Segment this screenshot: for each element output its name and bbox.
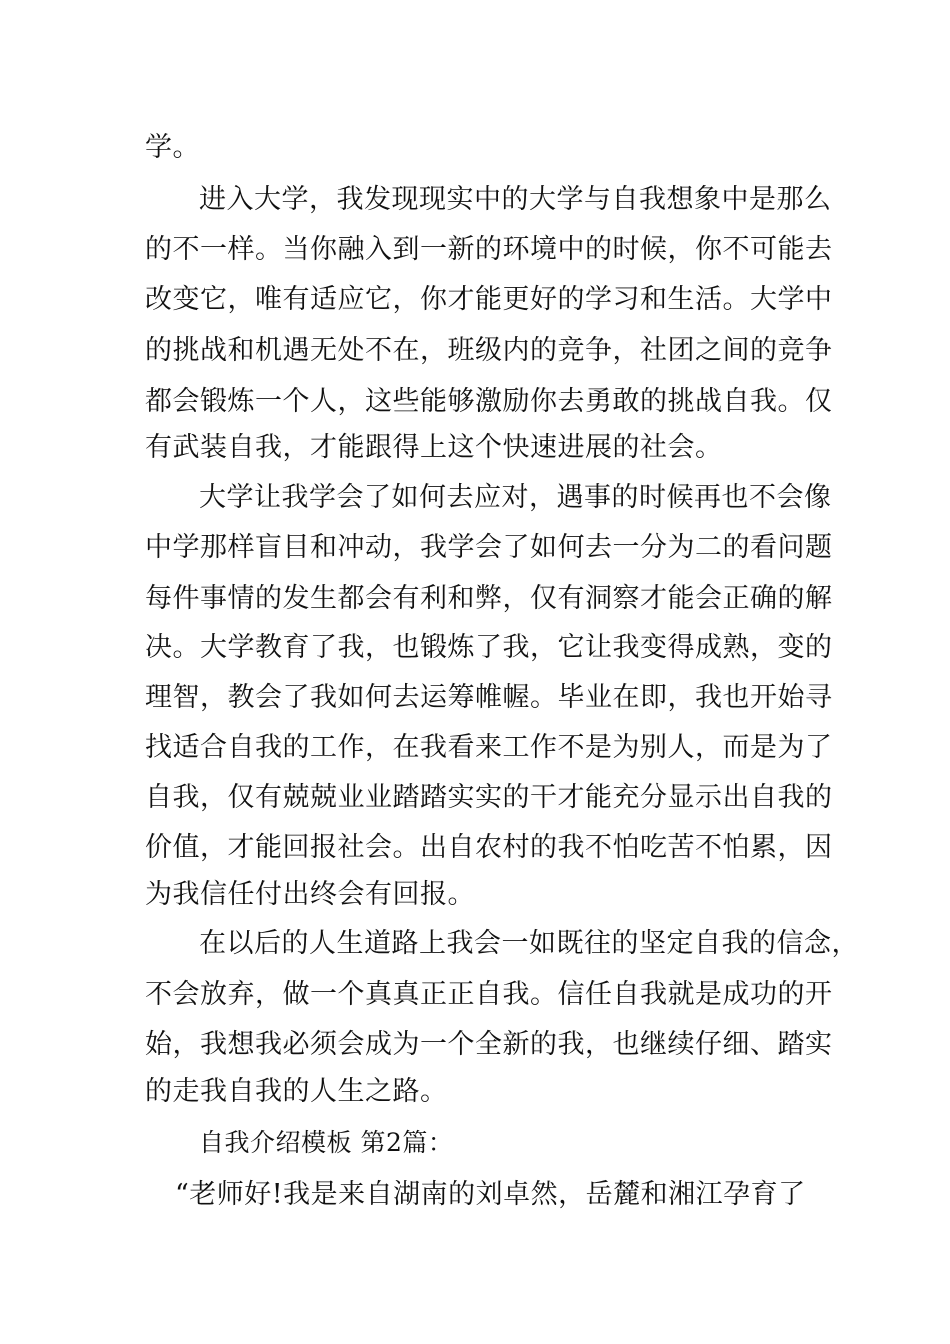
text-line: 为我信任付出终会有回报。 bbox=[145, 879, 475, 910]
text-line: 学。 bbox=[145, 132, 200, 163]
quote-line: “老师好!我是来自湖南的刘卓然，岳麓和湘江孕育了 bbox=[175, 1179, 806, 1210]
text-line: 中学那样盲目和冲动，我学会了如何去一分为二的看问题 bbox=[145, 532, 833, 563]
text-line: 决。大学教育了我，也锻炼了我，它让我变得成熟，变的 bbox=[145, 632, 833, 663]
text-line: 的挑战和机遇无处不在，班级内的竞争，社团之间的竞争 bbox=[145, 335, 833, 366]
text-line: 始，我想我必须会成为一个全新的我，也继续仔细、踏实 bbox=[145, 1029, 833, 1060]
text-line: 找适合自我的工作，在我看来工作不是为别人，而是为了 bbox=[145, 732, 833, 763]
text-line: 自我，仅有兢兢业业踏踏实实的干才能充分显示出自我的 bbox=[145, 782, 833, 813]
text-line: 改变它，唯有适应它，你才能更好的学习和生活。大学中 bbox=[145, 284, 833, 315]
text-line: 的走我自我的人生之路。 bbox=[145, 1076, 448, 1107]
text-line: 价值，才能回报社会。出自农村的我不怕吃苦不怕累，因 bbox=[145, 832, 833, 863]
text-line: 都会锻炼一个人，这些能够激励你去勇敢的挑战自我。仅 bbox=[145, 386, 833, 417]
section-heading: 自我介绍模板 第2篇： bbox=[199, 1128, 454, 1157]
text-line: 有武装自我，才能跟得上这个快速进展的社会。 bbox=[145, 432, 723, 463]
paragraph-line: 进入大学，我发现现实中的大学与自我想象中是那么 bbox=[199, 184, 832, 215]
text-line: 每件事情的发生都会有利和弊，仅有洞察才能会正确的解 bbox=[145, 583, 833, 614]
text-line: 的不一样。当你融入到一新的环境中的时候，你不可能去 bbox=[145, 234, 833, 265]
text-line: 不会放弃，做一个真真正正自我。信任自我就是成功的开 bbox=[145, 979, 833, 1010]
paragraph-line: 大学让我学会了如何去应对，遇事的时候再也不会像 bbox=[199, 482, 832, 513]
text-line: 理智，教会了我如何去运筹帷幄。毕业在即，我也开始寻 bbox=[145, 682, 833, 713]
paragraph-line: 在以后的人生道路上我会一如既往的坚定自我的信念， bbox=[199, 928, 859, 959]
